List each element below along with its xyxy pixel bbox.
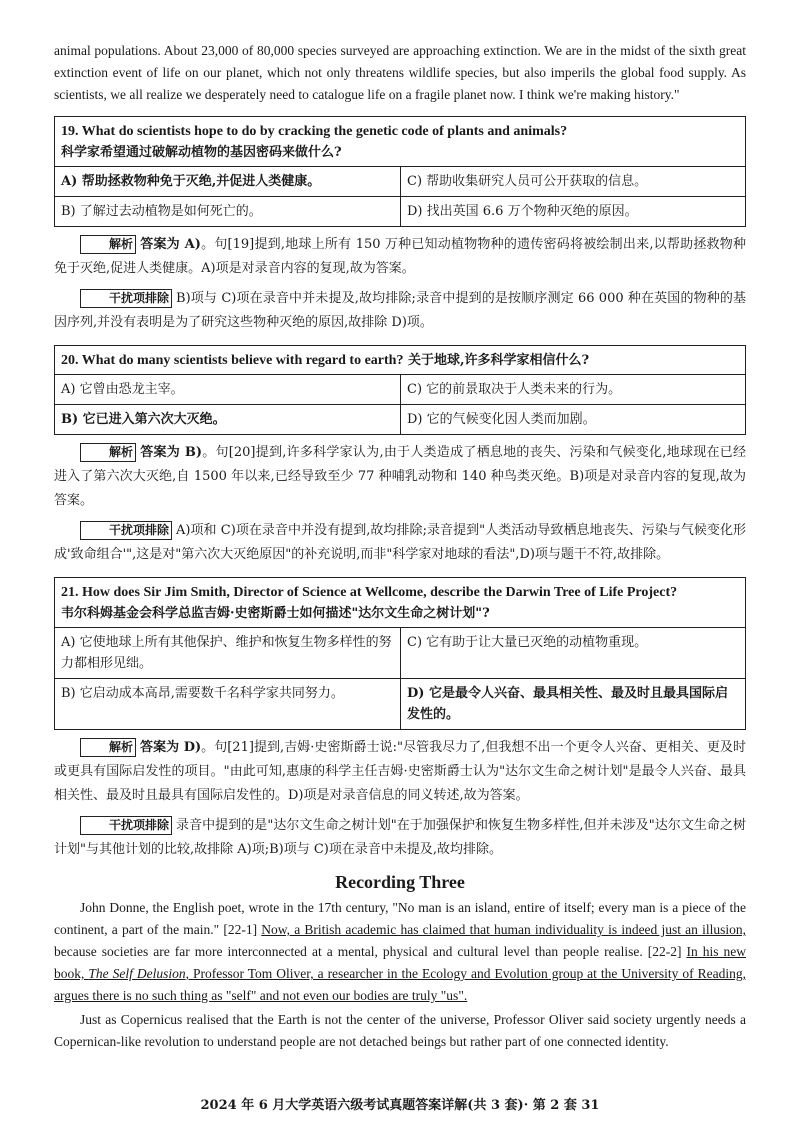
option-b: B) 它已进入第六次大灭绝。 (61, 412, 226, 427)
distractor-21 (54, 814, 746, 862)
question-19-header (55, 117, 745, 167)
recording-title: Recording Three (335, 872, 465, 892)
question-21-header (55, 578, 745, 628)
underlined-sentence-22-1: Now, a British academic has claimed that human individuality is indeed just an illusion, (261, 922, 746, 937)
option-a: A) 它曾由恐龙主宰。 (61, 382, 184, 397)
answer-19: 答案为 A) (140, 237, 201, 252)
question-19-box (54, 116, 746, 227)
option-d: D) 它的气候变化因人类而加剧。 (400, 405, 745, 434)
option-c: C) 它的前景取决于人类未来的行为。 (400, 375, 745, 404)
options-row (55, 405, 745, 434)
intro-paragraph: animal populations. About 23,000 of 80,000 species surveyed are approaching extinction. We are in the midst of the sixth great extinction event of life on our planet, which not only threatens wildlife species, but also imperils the global food supply. As scientists, we all realize we desperately need to catalogue life on a fragile planet now. I think we're making history." (54, 43, 746, 102)
answer-21: 答案为 D) (140, 740, 202, 755)
distractor-tag: 干扰项排除 (80, 289, 172, 308)
page-content (54, 40, 746, 1053)
options-row (55, 679, 745, 729)
distractor-20 (54, 519, 746, 567)
option-b: B) 它启动成本高昂,需要数千名科学家共同努力。 (61, 686, 344, 701)
distractor-tag: 干扰项排除 (80, 521, 172, 540)
passage-text: , Professor Tom Oliver, a researcher in the Ecology and Evolution group at the University of Reading, argues there is no such thing as "self" and not even our bodies are truly "us". (54, 966, 746, 1003)
passage-paragraph-2: Just as Copernicus realised that the Earth is not the center of the universe, Professor Oliver said society urgently needs a Copernican-like revolution to understand people are not detached beings but rather part of one connected identity. (54, 1012, 746, 1049)
option-a: A) 帮助拯救物种免于灭绝,并促进人类健康。 (61, 174, 321, 189)
distractor-21-text: 录音中提到的是"达尔文生命之树计划"在于加强保护和恢复生物多样性,但并未涉及"达尔文生命之树计划"与其他计划的比较,故排除 A)项;B)项与 C)项在录音中未提及,故均排除。 (54, 818, 746, 857)
option-b: B) 了解过去动植物是如何死亡的。 (61, 204, 262, 219)
distractor-19-text: B)项与 C)项在录音中并未提及,故均排除;录音中提到的是按顺序测定 66 000 种在英国的物种的基因序列,并没有表明是为了研究这些物种灭绝的原因,故排除 D)项。 (54, 291, 746, 330)
passage-text: because societies are far more interconnected at a mental, physical and cultural level than people realise. [22-2] (54, 944, 687, 959)
analysis-tag: 解析 (80, 443, 136, 462)
analysis-tag: 解析 (80, 738, 136, 757)
analysis-21 (54, 736, 746, 808)
page-footer: 2024 年 6 月大学英语六级考试真题答案详解(共 3 套)· 第 2 套 31 (200, 1098, 600, 1113)
passage-paragraph-1 (54, 897, 746, 1007)
option-d: D) 找出英国 6.6 万个物种灭绝的原因。 (400, 197, 745, 226)
analysis-tag: 解析 (80, 235, 136, 254)
question-19-en: 19. What do scientists hope to do by cracking the genetic code of plants and animals? (61, 124, 568, 139)
options-row (55, 628, 745, 679)
distractor-tag: 干扰项排除 (80, 816, 172, 835)
question-20-header (55, 346, 745, 375)
question-20-cn: 关于地球,许多科学家相信什么? (408, 353, 590, 368)
analysis-20 (54, 441, 746, 513)
question-21-en: 21. How does Sir Jim Smith, Director of Science at Wellcome, describe the Darwin Tree of Life Project? (61, 585, 678, 600)
option-c: C) 帮助收集研究人员可公开获取的信息。 (400, 167, 745, 196)
question-20-box (54, 345, 746, 435)
passage-text: John Donne, the English poet, wrote in the 17th century, "No man is an island, entire of itself; every man is a piece of the continent, a part of the main." [22-1] (54, 900, 746, 937)
analysis-20-text: 。句[20]提到,许多科学家认为,由于人类造成了栖息地的丧失、污染和气候变化,地球现在已经进入了第六次大灭绝,自 1500 年以来,已经导致至少 77 种哺乳动物和 140 种鸟类灭绝。B)项是对录音内容的复现,故为答案。 (54, 445, 746, 508)
question-19-cn: 科学家希望通过破解动植物的基因密码来做什么? (61, 145, 342, 160)
question-21-cn: 韦尔科姆基金会科学总监吉姆·史密斯爵士如何描述"达尔文生命之树计划"? (61, 606, 490, 621)
analysis-19 (54, 233, 746, 281)
options-row (55, 375, 745, 405)
distractor-19 (54, 287, 746, 335)
answer-20: 答案为 B) (140, 445, 202, 460)
question-21-box (54, 577, 746, 730)
question-20-en: 20. What do many scientists believe with regard to earth? (61, 353, 404, 368)
analysis-19-text: 。句[19]提到,地球上所有 150 万种已知动植物物种的遗传密码将被绘制出来,以帮助拯救物种免于灭绝,促进人类健康。A)项是对录音内容的复现,故为答案。 (54, 237, 746, 276)
analysis-21-text: 。句[21]提到,吉姆·史密斯爵士说:"尽管我尽力了,但我想不出一个更令人兴奋、更相关、更及时或更具有国际启发性的项目。"由此可知,惠康的科学主任吉姆·史密斯爵士认为"达尔文生命之树计划"是最令人兴奋、最具相关性、最及时且最具有国际启发性的。D)项是对录音信息的同义转述,故为答案。 (54, 740, 746, 803)
book-title: The Self Delusion (88, 966, 186, 981)
options-row (55, 197, 745, 226)
passage-text: In his new book, (54, 944, 746, 981)
option-c: C) 它有助于让大量已灭绝的动植物重现。 (400, 628, 745, 678)
distractor-20-text: A)项和 C)项在录音中并没有提到,故均排除;录音提到"人类活动导致栖息地丧失、污染与气候变化形成'致命组合'",这是对"第六次大灭绝原因"的补充说明,而非"科学家对地球的看法",D)项与题干不符,故排除。 (54, 523, 746, 562)
option-a: A) 它使地球上所有其他保护、维护和恢复生物多样性的努力都相形见绌。 (61, 635, 392, 671)
options-row (55, 167, 745, 197)
option-d: D) 它是最令人兴奋、最具相关性、最及时且最具国际启发性的。 (400, 679, 745, 729)
